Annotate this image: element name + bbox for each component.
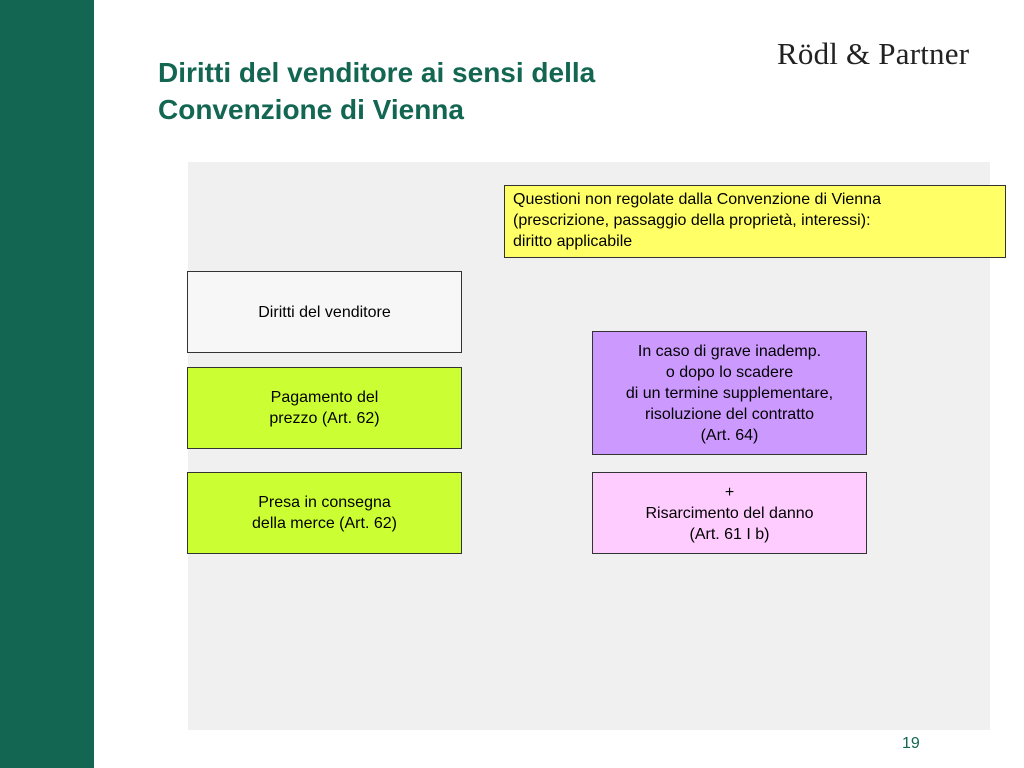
- page-number: 19: [902, 735, 920, 752]
- box-termination: In caso di grave inademp. o dopo lo scadere di un termine supplementare, risoluzione del contratto (Art. 64): [592, 331, 867, 455]
- sidebar-band: [0, 0, 94, 768]
- slide-title: Diritti del venditore ai sensi della Convenzione di Vienna: [158, 57, 596, 125]
- box-delivery: Presa in consegna della merce (Art. 62): [187, 472, 462, 554]
- note-box-applicable-law: Questioni non regolate dalla Convenzione di Vienna (prescrizione, passaggio della proprietà, interessi): diritto applicabile: [504, 185, 1006, 258]
- box-seller-rights: Diritti del venditore: [187, 271, 462, 353]
- box-damages: + Risarcimento del danno (Art. 61 I b): [592, 472, 867, 554]
- box-payment: Pagamento del prezzo (Art. 62): [187, 367, 462, 449]
- company-logo: Rödl & Partner: [777, 36, 970, 71]
